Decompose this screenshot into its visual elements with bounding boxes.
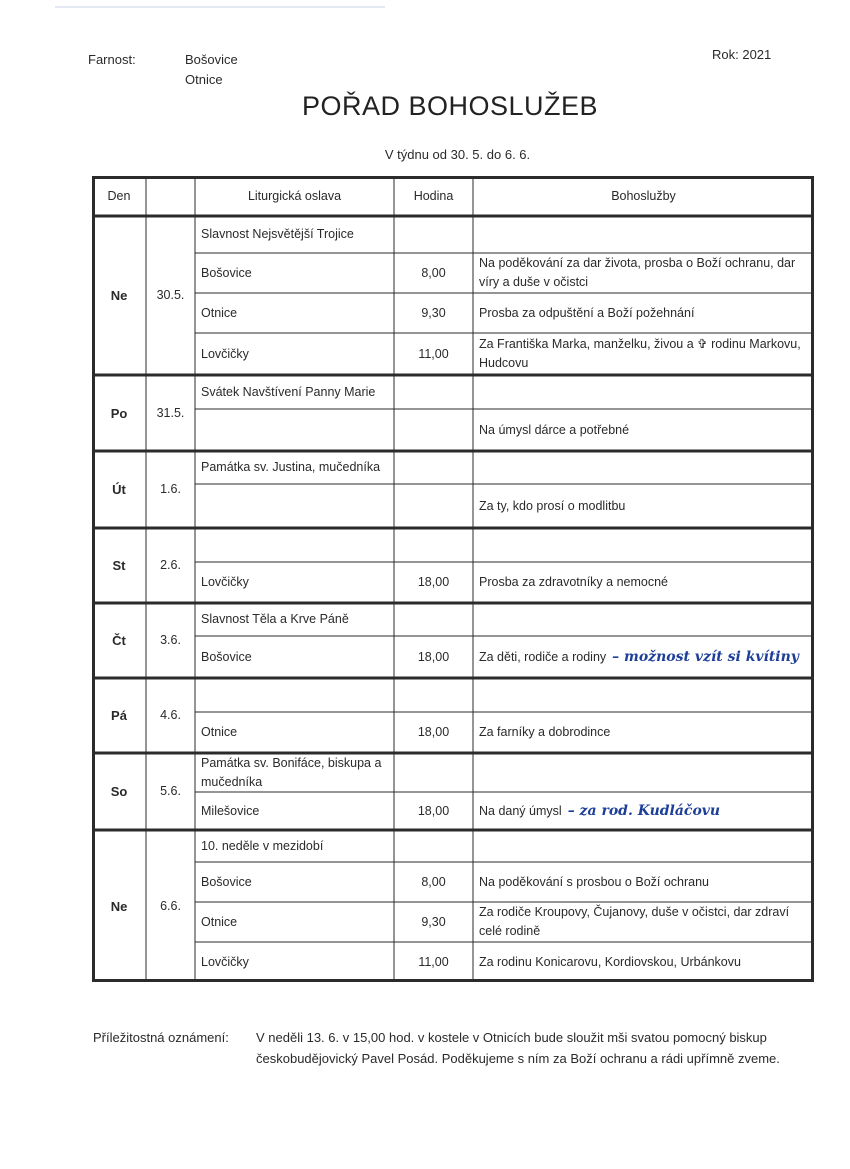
celebration-cell: Bošovice bbox=[201, 874, 252, 889]
service-text: Na poděkování za dar života, prosba o Boží ochranu, dar víry a duše v očistci bbox=[479, 256, 796, 289]
day-date: 31.5. bbox=[156, 405, 185, 420]
hour-cell: 18,00 bbox=[417, 575, 450, 589]
celebration-cell: Lovčičky bbox=[201, 346, 249, 361]
header-services: Bohoslužby bbox=[611, 188, 676, 203]
service-cell bbox=[473, 293, 814, 333]
service-text: Prosba za zdravotníky a nemocné bbox=[479, 575, 668, 589]
service-text: Za ty, kdo prosí o modlitbu bbox=[479, 498, 626, 513]
hour-cell: 11,00 bbox=[418, 954, 449, 969]
service-cell bbox=[473, 528, 814, 562]
day-name: St bbox=[112, 558, 126, 573]
day-name: Út bbox=[112, 482, 126, 497]
hour-cell bbox=[394, 216, 473, 253]
service-text: Na úmysl dárce a potřebné bbox=[479, 422, 630, 437]
day-name: So bbox=[110, 784, 128, 799]
service-text: Za farníky a dobrodince bbox=[479, 725, 611, 739]
celebration-cell: 10. neděle v mezidobí bbox=[201, 838, 324, 853]
hour-cell: 8,00 bbox=[421, 265, 446, 280]
celebration-cell: Lovčičky bbox=[201, 575, 249, 589]
hour-cell bbox=[394, 830, 473, 862]
parish-label: Farnost: bbox=[88, 52, 136, 67]
announcement-text: V neděli 13. 6. v 15,00 hod. v kostele v Otnicích bude sloužit mši svatou pomocný biskup českobudějovický Pavel Posád. Poděkujeme s ním za Boží ochranu a rádi upřímně zveme. bbox=[256, 1030, 780, 1066]
service-cell bbox=[473, 333, 814, 375]
celebration-cell: Otnice bbox=[201, 914, 238, 929]
hour-cell bbox=[394, 409, 473, 451]
parish-name-1: Bošovice bbox=[185, 52, 238, 67]
hour-cell bbox=[394, 753, 473, 792]
celebration-cell: Otnice bbox=[201, 305, 238, 320]
service-text: Za rodinu Konicarovu, Kordiovskou, Urbánkovu bbox=[479, 954, 741, 969]
celebration-cell: Slavnost Nejsvětější Trojice bbox=[201, 227, 354, 241]
service-cell bbox=[473, 712, 814, 753]
service-cell bbox=[473, 253, 814, 293]
service-text: Za rodiče Kroupovy, Čujanovy, duše v očistci, dar zdraví celé rodině bbox=[479, 905, 790, 938]
hour-cell bbox=[394, 484, 473, 528]
celebration-cell bbox=[195, 528, 394, 562]
service-cell bbox=[473, 603, 814, 636]
hour-cell bbox=[394, 678, 473, 712]
page-title: POŘAD BOHOSLUŽEB bbox=[301, 91, 599, 121]
announcement-label: Příležitostná oznámení: bbox=[93, 1030, 229, 1045]
day-name: Čt bbox=[112, 633, 126, 648]
service-text: Prosba za odpuštění a Boží požehnání bbox=[479, 305, 695, 320]
week-range: V týdnu od 30. 5. do 6. 6. bbox=[384, 147, 531, 162]
handwritten-note: – možnost vzít si kvítiny bbox=[612, 648, 799, 665]
hour-cell bbox=[394, 451, 473, 484]
celebration-cell: Lovčičky bbox=[201, 954, 249, 969]
hour-cell: 18,00 bbox=[417, 803, 450, 818]
day-date: 2.6. bbox=[160, 558, 181, 572]
hour-cell: 11,00 bbox=[418, 346, 449, 361]
day-name: Ne bbox=[110, 898, 128, 914]
service-cell bbox=[473, 562, 814, 603]
celebration-cell: Milešovice bbox=[201, 803, 260, 818]
service-cell bbox=[473, 792, 814, 830]
service-cell bbox=[473, 484, 814, 528]
hour-cell: 9,30 bbox=[421, 305, 446, 320]
hour-cell: 9,30 bbox=[421, 914, 446, 929]
service-cell bbox=[473, 409, 814, 451]
header-date bbox=[146, 176, 195, 216]
hour-cell: 18,00 bbox=[417, 649, 450, 664]
service-cell bbox=[473, 830, 814, 862]
hour-cell bbox=[394, 375, 473, 409]
service-cell bbox=[473, 216, 814, 253]
day-date: 6.6. bbox=[160, 898, 181, 913]
day-date: 4.6. bbox=[160, 708, 181, 722]
hour-cell: 8,00 bbox=[421, 874, 446, 889]
celebration-cell: Památka sv. Bonifáce, biskupa a mučedníka bbox=[201, 755, 382, 789]
scan-edge-line bbox=[55, 6, 385, 8]
service-text: Za děti, rodiče a rodiny bbox=[479, 649, 607, 664]
day-date: 5.6. bbox=[160, 784, 181, 798]
celebration-cell: Bošovice bbox=[201, 649, 252, 664]
celebration-cell bbox=[195, 678, 394, 712]
handwritten-note: – za rod. Kudláčovu bbox=[567, 802, 721, 819]
service-text: Za Františka Marka, manželku, živou a ✞ rodinu Markovu, Hudcovu bbox=[479, 337, 801, 370]
service-cell bbox=[473, 636, 814, 678]
service-cell bbox=[473, 678, 814, 712]
day-date: 30.5. bbox=[156, 288, 185, 302]
service-cell bbox=[473, 902, 814, 942]
day-date: 1.6. bbox=[160, 482, 181, 496]
service-text: Na daný úmysl bbox=[479, 803, 562, 818]
hour-cell bbox=[394, 528, 473, 562]
year-label: Rok: 2021 bbox=[712, 47, 772, 62]
hour-cell: 18,00 bbox=[417, 725, 450, 739]
schedule-table bbox=[92, 176, 814, 1006]
service-cell bbox=[473, 942, 814, 982]
day-date: 3.6. bbox=[160, 633, 181, 647]
day-name: Ne bbox=[110, 288, 128, 303]
service-cell bbox=[473, 862, 814, 902]
celebration-cell: Bošovice bbox=[201, 265, 252, 280]
header-celebration: Liturgická oslava bbox=[247, 188, 342, 203]
parish-name-2: Otnice bbox=[185, 72, 223, 87]
hour-cell bbox=[394, 603, 473, 636]
service-cell bbox=[473, 753, 814, 792]
celebration-cell bbox=[195, 409, 394, 451]
day-name: Po bbox=[110, 405, 128, 421]
header-day: Den bbox=[107, 188, 131, 203]
service-cell bbox=[473, 451, 814, 484]
day-name: Pá bbox=[111, 708, 127, 723]
service-text: Na poděkování s prosbou o Boží ochranu bbox=[479, 874, 710, 889]
service-cell bbox=[473, 375, 814, 409]
header-hour: Hodina bbox=[413, 188, 454, 203]
celebration-cell: Slavnost Těla a Krve Páně bbox=[201, 612, 349, 626]
celebration-cell bbox=[195, 484, 394, 528]
celebration-cell: Otnice bbox=[201, 725, 238, 739]
celebration-cell: Svátek Navštívení Panny Marie bbox=[201, 384, 376, 399]
celebration-cell: Památka sv. Justina, mučedníka bbox=[201, 460, 381, 474]
